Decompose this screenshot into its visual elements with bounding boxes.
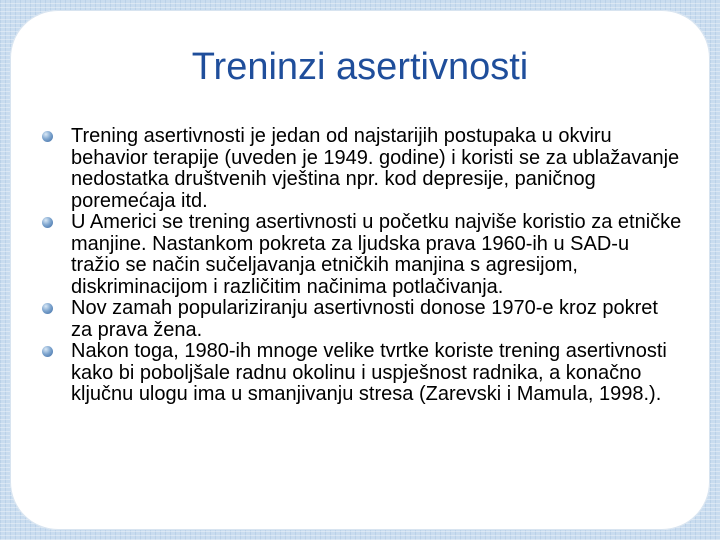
bullet-item <box>42 341 682 406</box>
bullet-list <box>42 126 682 406</box>
bullet-icon <box>42 303 53 314</box>
bullet-item <box>42 126 682 212</box>
bullet-item <box>42 298 682 341</box>
bullet-item <box>42 212 682 298</box>
bullet-text: Nov zamah populariziranju asertivnosti donose 1970-e kroz pokret za prava žena. <box>71 297 658 341</box>
bullet-icon <box>42 346 53 357</box>
bullet-text: Trening asertivnosti je jedan od najstarijih postupaka u okviru behavior terapije (uveden je 1949. godine) i koristi se za ublažavanje nedostatka društvenih vještina npr. kod depresije, paničnog poremećaja itd. <box>71 125 680 212</box>
slide-title: Treninzi asertivnosti <box>191 46 529 88</box>
bullet-text: Nakon toga, 1980-ih mnoge velike tvrtke koriste trening asertivnosti kako bi poboljšale radnu okolinu i uspješnost radnika, a konačno ključnu ulogu ima u smanjivanju stresa (Zarevski i Mamula, 1998.). <box>71 340 667 405</box>
bullet-icon <box>42 217 53 228</box>
bullet-text: U Americi se trening asertivnosti u početku najviše koristio za etničke manjine. Nastankom pokreta za ljudska prava 1960-ih u SAD-u tražio se način sučeljavanja etničkih manjina s agresijom, diskriminacijom i različitim načinima potlačivanja. <box>71 211 682 298</box>
bullet-icon <box>42 131 53 142</box>
